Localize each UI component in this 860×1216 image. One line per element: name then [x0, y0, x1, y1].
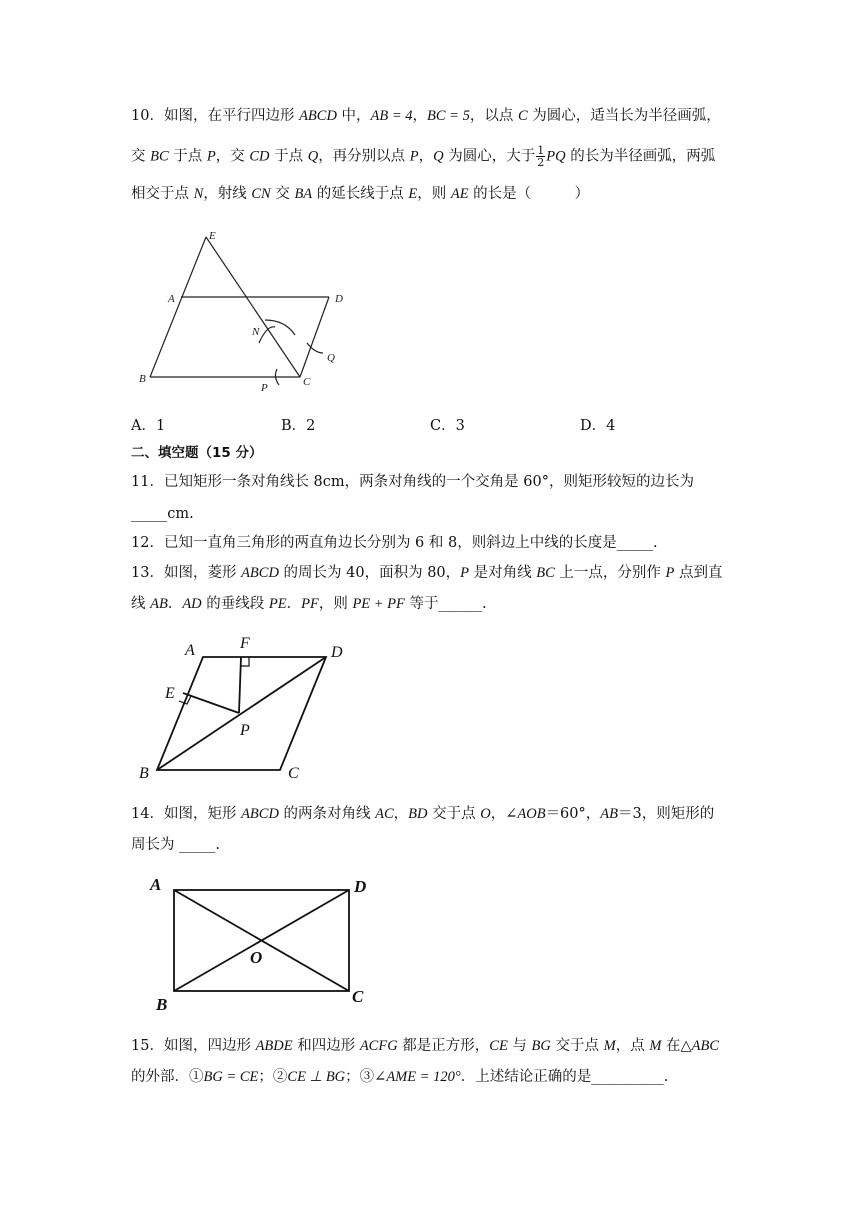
q10-option-c[interactable]: C．3	[430, 418, 465, 434]
arc-near-N-1	[259, 327, 275, 343]
label-B: B	[139, 373, 146, 385]
right-angle-mark-F	[241, 657, 249, 666]
segment-PE	[183, 693, 239, 713]
q10-line-1: 10．如图，在平行四边形 ABCD 中，AB = 4，BC = 5，以点 C 为圆心，适当长为半径画弧，	[131, 108, 721, 124]
label-D: D	[331, 644, 343, 661]
line-BA-extended	[150, 237, 206, 377]
q13-line-2: 线 AB．AD 的垂线段 PE．PF，则 PE + PF 等于______.	[131, 596, 487, 612]
q10-line-3: 相交于点 N，射线 CN 交 BA 的延长线于点 E，则 AE 的长是（ ）	[131, 186, 590, 202]
q15-line-2: 的外部．①BG = CE；②CE ⊥ BG；③∠AME = 120°．上述结论正确的是__________.	[131, 1069, 669, 1085]
label-D: D	[354, 877, 367, 896]
label-Q: Q	[327, 352, 335, 364]
diagonal-BD	[157, 657, 326, 770]
q14-figure	[140, 870, 380, 1015]
q15-line-1: 15．如图，四边形 ABDE 和四边形 ACFG 都是正方形，CE 与 BG 交于点 M，点 M 在△ABC	[131, 1038, 720, 1054]
q12-line-1: 12．已知一直角三角形的两直角边长分别为 6 和 8，则斜边上中线的长度是_____.	[131, 535, 658, 551]
label-P: P	[240, 722, 250, 739]
label-C: C	[303, 376, 311, 388]
q10-figure	[135, 225, 365, 400]
q14-line-2: 周长为 _____.	[131, 837, 220, 853]
label-A: A	[185, 642, 195, 659]
label-A: A	[150, 875, 162, 894]
label-D: D	[335, 293, 343, 305]
section-title: 二、填空题（15 分）	[131, 445, 263, 461]
label-B: B	[139, 765, 149, 782]
ray-CE	[206, 237, 300, 377]
label-N: N	[252, 326, 260, 338]
label-B: B	[156, 995, 168, 1014]
label-F: F	[240, 635, 250, 652]
fraction-one-half: $\frac{1}{2}$	[537, 144, 545, 169]
line-DC	[300, 297, 329, 377]
q14-line-1: 14．如图，矩形 ABCD 的两条对角线 AC，BD 交于点 O，∠AOB＝60°，AB＝3，则矩形的	[131, 806, 715, 822]
q13-line-1: 13．如图，菱形 ABCD 的周长为 40，面积为 80，P 是对角线 BC 上一点，分别作 P 点到直	[131, 565, 723, 581]
label-C: C	[352, 987, 364, 1006]
segment-PF	[239, 657, 241, 713]
label-C: C	[288, 765, 299, 782]
q10-option-d[interactable]: D．4	[580, 418, 616, 434]
q10-line-2: 交 BC 于点 P，交 CD 于点 Q，再分别以点 P，Q 为圆心，大于 $\frac{1}{2}$ PQ 的长为半径画弧，两弧	[131, 144, 716, 169]
label-E: E	[165, 685, 175, 702]
label-O: O	[250, 948, 263, 967]
q13-figure	[135, 630, 365, 785]
label-P: P	[261, 382, 268, 394]
q11-line-1: 11．已知矩形一条对角线长 8cm，两条对角线的一个交角是 60°，则矩形较短的边长为	[131, 474, 694, 490]
label-A: A	[168, 293, 175, 305]
q10-option-b[interactable]: B．2	[281, 418, 316, 434]
label-E: E	[209, 230, 216, 242]
q10-option-a[interactable]: A．1	[131, 418, 166, 434]
q11-line-2: _____cm.	[131, 506, 194, 522]
